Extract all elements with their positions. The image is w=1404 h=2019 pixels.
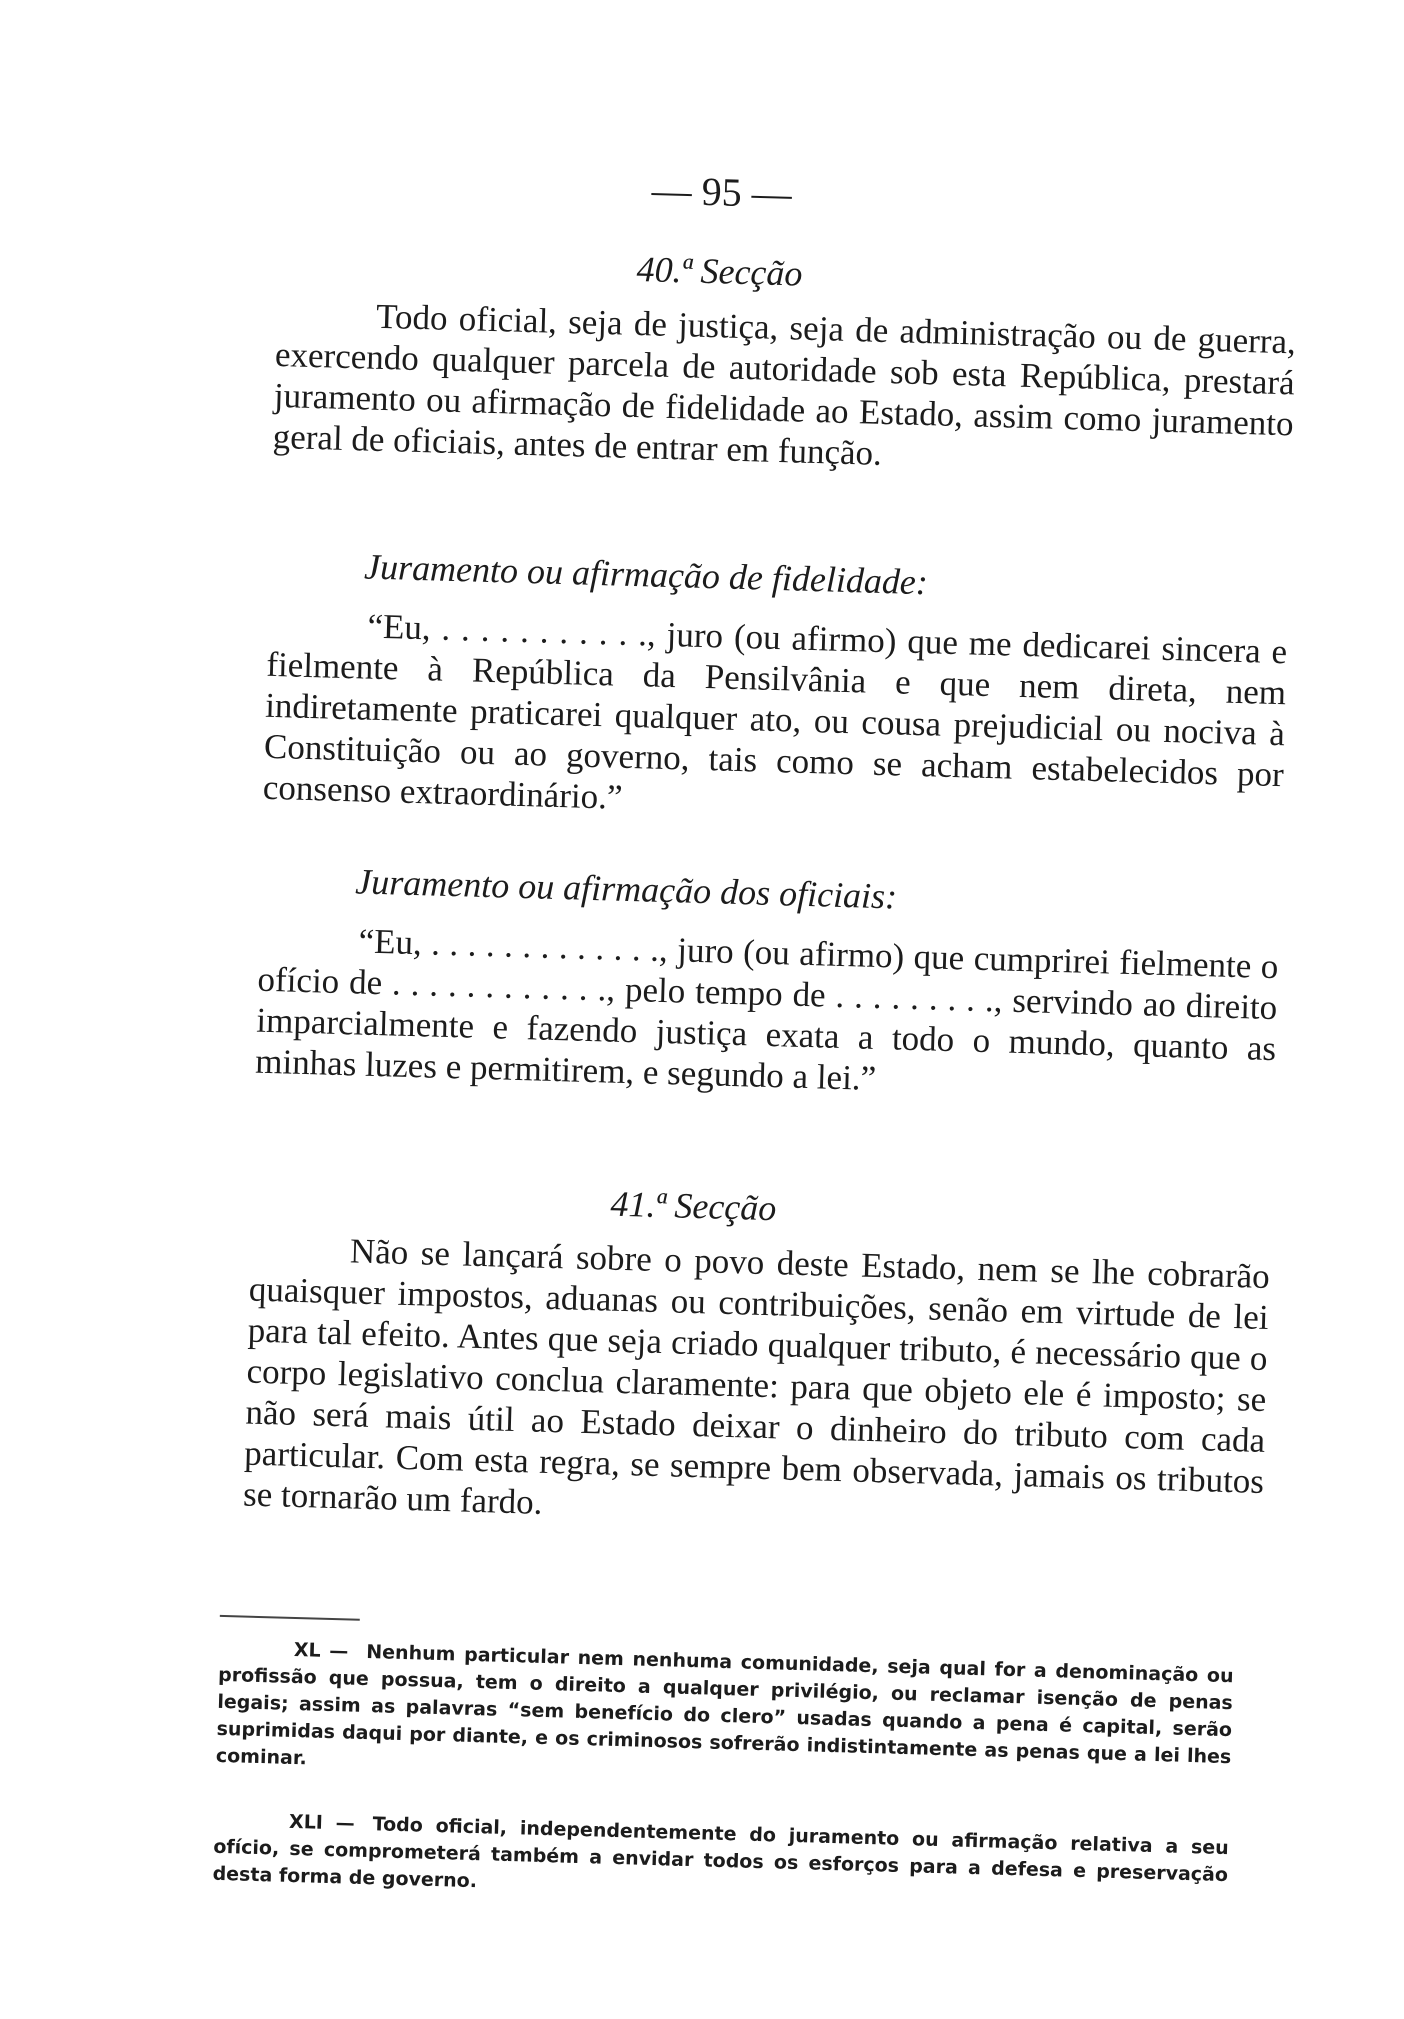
footnote-label: XL — [293,1638,349,1663]
page-number: — 95 — [651,167,793,217]
oath-officers-text: “Eu, . . . . . . . . . . . . ., juro (ou afirmo) que cumprirei fielmente o ofício de . . . . . . . . . . . ., pelo tempo de . . . . . . . . ., servindo ao direito imparcialmente e fazendo justiça exata a todo o mundo, quanto as minhas luzes e permitirem, e segundo a lei.” [254,921,1279,1098]
section-41-title: 41.ª Secção [609,1183,777,1229]
section-40-paragraph: Todo oficial, seja de justiça, seja de administração ou de guerra, exercendo qualquer parcela de autoridade sob esta República, prestará juramento ou afirmação de fidelidade ao Estado, assim como juramento geral de oficiais, antes de entrar em função. [272,296,1297,473]
footnote-text: Nenhum particular nem nenhuma comunidade, seja qual for a denominação ou profissão que possua, tem o direito a qualquer privilégio, ou reclamar isenção de penas legais; assim as palavras “sem benefício do clero” usadas quando a pena é capital, serão suprimidas daqui por diante, e os criminosos sofrerão indistintamente as penas que a lei lhes cominar. [215,1640,1234,1770]
footnote-xli [212,1807,1229,1916]
footnote-text: Todo oficial, independentemente do juramento ou afirmação relativa a seu ofício, se comprometerá também a envidar todos os esforços para a defesa e preservação desta forma de governo. [212,1813,1230,1893]
footnote-divider [220,1615,360,1621]
oath-fidelity-title: Juramento ou afirmação de fidelidade: [363,546,929,603]
oath-fidelity-text: “Eu, . . . . . . . . . . ., juro (ou afirmo) que me dedicarei sincera e fielmente à República da Pensilvânia e que nem direta, nem indiretamente praticarei qualquer ato, ou cousa prejudicial ou nociva à Constituição ou ao governo, tais como se acham estabelecidos por consenso extraordinário.” [262,606,1288,817]
oath-officers-title: Juramento ou afirmação dos oficiais: [354,861,898,917]
footnote-xl [216,1635,1234,1798]
section-40-title: 40.ª Secção [636,248,804,294]
footnote-label: XLI — [288,1810,356,1835]
section-41-paragraph: Não se lançará sobre o povo deste Estado, nem se lhe cobrarão quaisquer impostos, aduanas ou contribuições, senão em virtude de lei para tal efeito. Antes que seja criado qualquer tributo, é necessário que o corpo legislativo conclua claramente: para que objeto ele é imposto; se não será mais útil ao Estado deixar o dinheiro do tributo com cada particular. Com esta regra, se sempre bem observada, jamais os tributos se tornarão um fardo. [242,1231,1271,1522]
